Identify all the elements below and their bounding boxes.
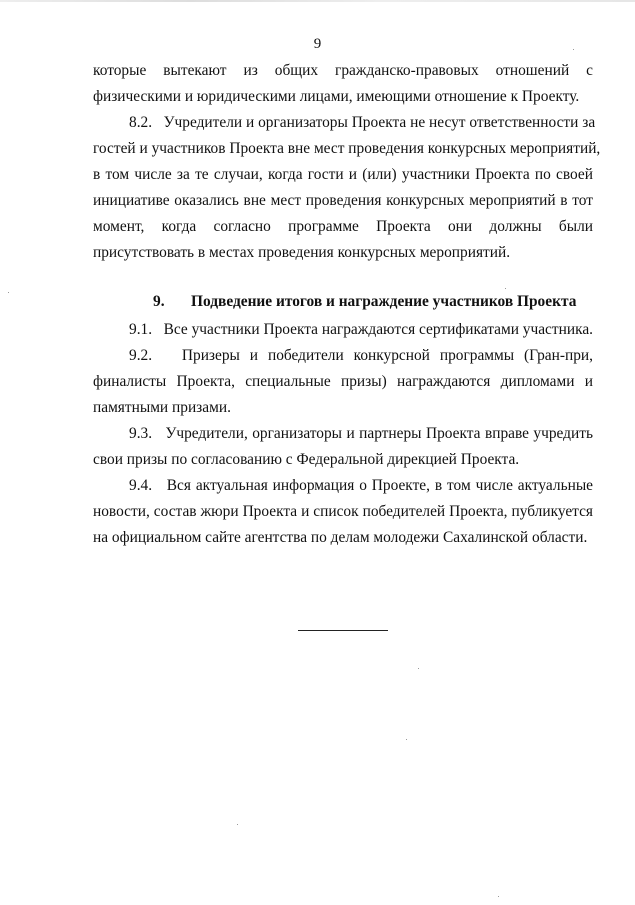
paragraph-line: момент, когда согласно программе Проекта они должны были — [93, 218, 593, 235]
paragraph-first-line — [93, 421, 593, 447]
paragraph-line: инициативе оказались вне мест проведения конкурсных мероприятий в тот — [93, 192, 593, 209]
scan-speck — [237, 824, 238, 825]
paragraph-number: 9.4. — [129, 477, 153, 494]
paragraph-line: свои призы по согласованию с Федеральной дирекцией Проекта. — [93, 451, 520, 468]
paragraph-line: Учредители и организаторы Проекта не несут ответственности за — [163, 114, 596, 131]
scan-speck — [498, 896, 499, 897]
section-title: Подведение итогов и награждение участников Проекта — [191, 293, 577, 310]
paragraph-number: 8.2. — [129, 114, 153, 131]
paragraph-first-line — [93, 343, 593, 369]
paragraph-line: которые вытекают из общих гражданско-правовых отношений с — [93, 62, 593, 79]
scan-speck — [505, 288, 506, 289]
scan-top-edge — [0, 0, 635, 2]
scan-speck — [8, 292, 9, 293]
paragraph-line: Вся актуальная информация о Проекте, в том числе актуальные — [166, 477, 593, 494]
paragraph-9-2 — [93, 343, 593, 421]
paragraph-number: 9.1. — [129, 321, 153, 338]
paragraph-line: в том числе за те случаи, когда гости и (или) участники Проекта по своей — [93, 166, 593, 183]
scan-speck — [573, 49, 574, 50]
paragraph-9-3 — [93, 421, 593, 473]
paragraph-number: 9.3. — [129, 425, 153, 442]
paragraph-line: Учредители, организаторы и партнеры Проекта вправе учредить — [165, 425, 593, 442]
paragraph-line: новости, состав жюри Проекта и список победителей Проекта, публикуется — [93, 503, 593, 520]
paragraph-line: физическими и юридическими лицами, имеющими отношение к Проекту. — [93, 88, 580, 105]
paragraph-line: гостей и участников Проекта вне мест проведения конкурсных мероприятий, — [93, 140, 601, 157]
paragraph-first-line — [93, 317, 593, 343]
paragraph-line: памятными призами. — [93, 399, 231, 416]
paragraph-8-2 — [93, 110, 601, 266]
paragraph-first-line — [93, 473, 593, 499]
paragraph-line: на официальном сайте агентства по делам молодежи Сахалинской области. — [93, 529, 588, 546]
page-number: 9 — [313, 36, 322, 52]
paragraph-line: присутствовать в местах проведения конкурсных мероприятий. — [93, 244, 511, 261]
paragraph-line: финалисты Проекта, специальные призы) награждаются дипломами и — [93, 373, 593, 390]
scan-speck — [418, 668, 419, 669]
paragraph-line: Все участники Проекта награждаются сертификатами участника. — [163, 321, 593, 338]
scan-speck — [406, 739, 407, 740]
paragraph-first-line — [93, 110, 596, 136]
paragraph-9-1 — [93, 317, 593, 343]
paragraph-9-4 — [93, 473, 593, 551]
paragraph-number: 9.2. — [129, 347, 153, 364]
section-heading — [153, 289, 576, 315]
section-number: 9. — [153, 293, 165, 310]
paragraph-line: Призеры и победители конкурсной программы (Гран-при, — [181, 347, 594, 364]
closing-rule — [298, 630, 388, 631]
paragraph-8-1-continuation — [93, 58, 593, 110]
